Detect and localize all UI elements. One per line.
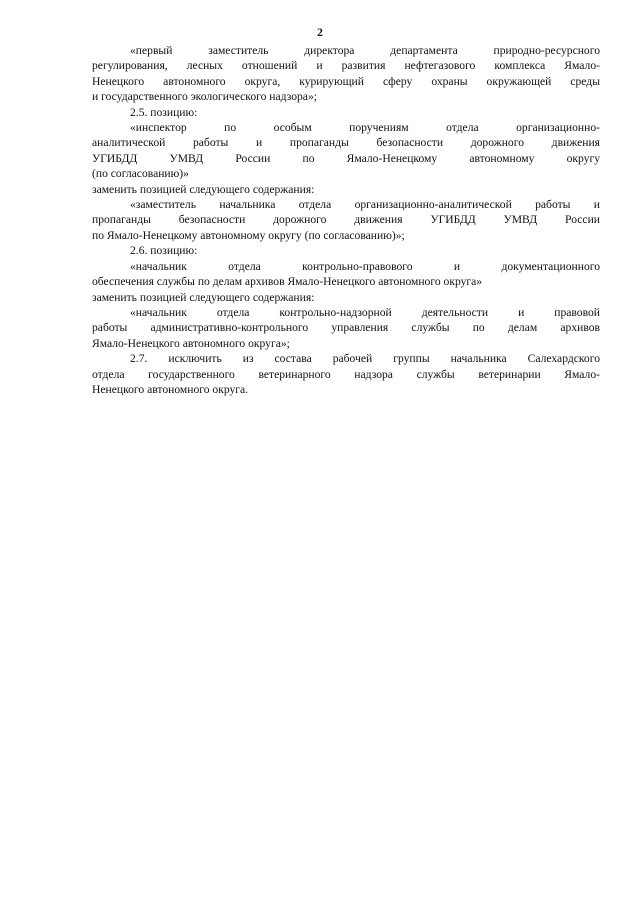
text-line: аналитической работы и пропаганды безопасности дорожного движения: [92, 136, 600, 150]
text-line: (по согласованию)»: [92, 167, 189, 181]
paragraph-2-7-exclude: [92, 351, 600, 397]
text-line: «первый заместитель директора департамента природно-ресурсного: [130, 44, 600, 57]
text-line: «начальник отдела контрольно-надзорной деятельности и правовой: [130, 305, 600, 319]
text-line: обеспечения службы по делам архивов Ямало-Ненецкого автономного округа»: [92, 275, 483, 289]
text-line: УГИБДД УМВД России по Ямало-Ненецкому автономному округу: [92, 151, 600, 165]
text-line: заменить позицией следующего содержания:: [92, 182, 315, 196]
paragraph-2-5-heading: [92, 105, 600, 120]
paragraph-deputy-head-new: [92, 197, 600, 243]
paragraph-first-deputy: [92, 43, 600, 105]
text-line: работы административно-контрольного управления службы по делам архивов: [92, 321, 600, 335]
text-line: 2.6. позицию:: [130, 244, 198, 258]
text-line: Ямало-Ненецкого автономного округа»;: [92, 336, 290, 350]
text-line: «начальник отдела контрольно-правового и документационного: [130, 259, 600, 273]
paragraph-replace-1: [92, 182, 600, 197]
paragraph-2-6-heading: [92, 243, 600, 258]
paragraph-archive-head-new: [92, 305, 600, 351]
text-line: «инспектор по особым поручениям отдела организационно-: [130, 121, 600, 135]
text-line: регулирования, лесных отношений и развития нефтегазового комплекса Ямало-: [92, 59, 600, 73]
text-line: 2.7. исключить из состава рабочей группы начальника Салехардского: [130, 352, 600, 366]
text-line: по Ямало-Ненецкому автономному округу (по согласованию)»;: [92, 228, 405, 242]
text-line: заменить позицией следующего содержания:: [92, 290, 315, 304]
text-line: Ненецкого автономного округа, курирующий сферу охраны окружающей среды: [92, 74, 600, 88]
text-line: и государственного экологического надзора»;: [92, 90, 317, 104]
text-line: пропаганды безопасности дорожного движения УГИБДД УМВД России: [92, 213, 600, 227]
paragraph-inspector-old: [92, 120, 600, 182]
document-body: [92, 43, 600, 397]
paragraph-archive-head-old: [92, 259, 600, 290]
text-line: «заместитель начальника отдела организационно-аналитической работы и: [130, 198, 600, 212]
paragraph-replace-2: [92, 290, 600, 305]
page-number: 2: [317, 27, 323, 39]
text-line: 2.5. позицию:: [130, 105, 198, 119]
text-line: отдела государственного ветеринарного надзора службы ветеринарии Ямало-: [92, 367, 600, 381]
text-line: Ненецкого автономного округа.: [92, 382, 249, 396]
